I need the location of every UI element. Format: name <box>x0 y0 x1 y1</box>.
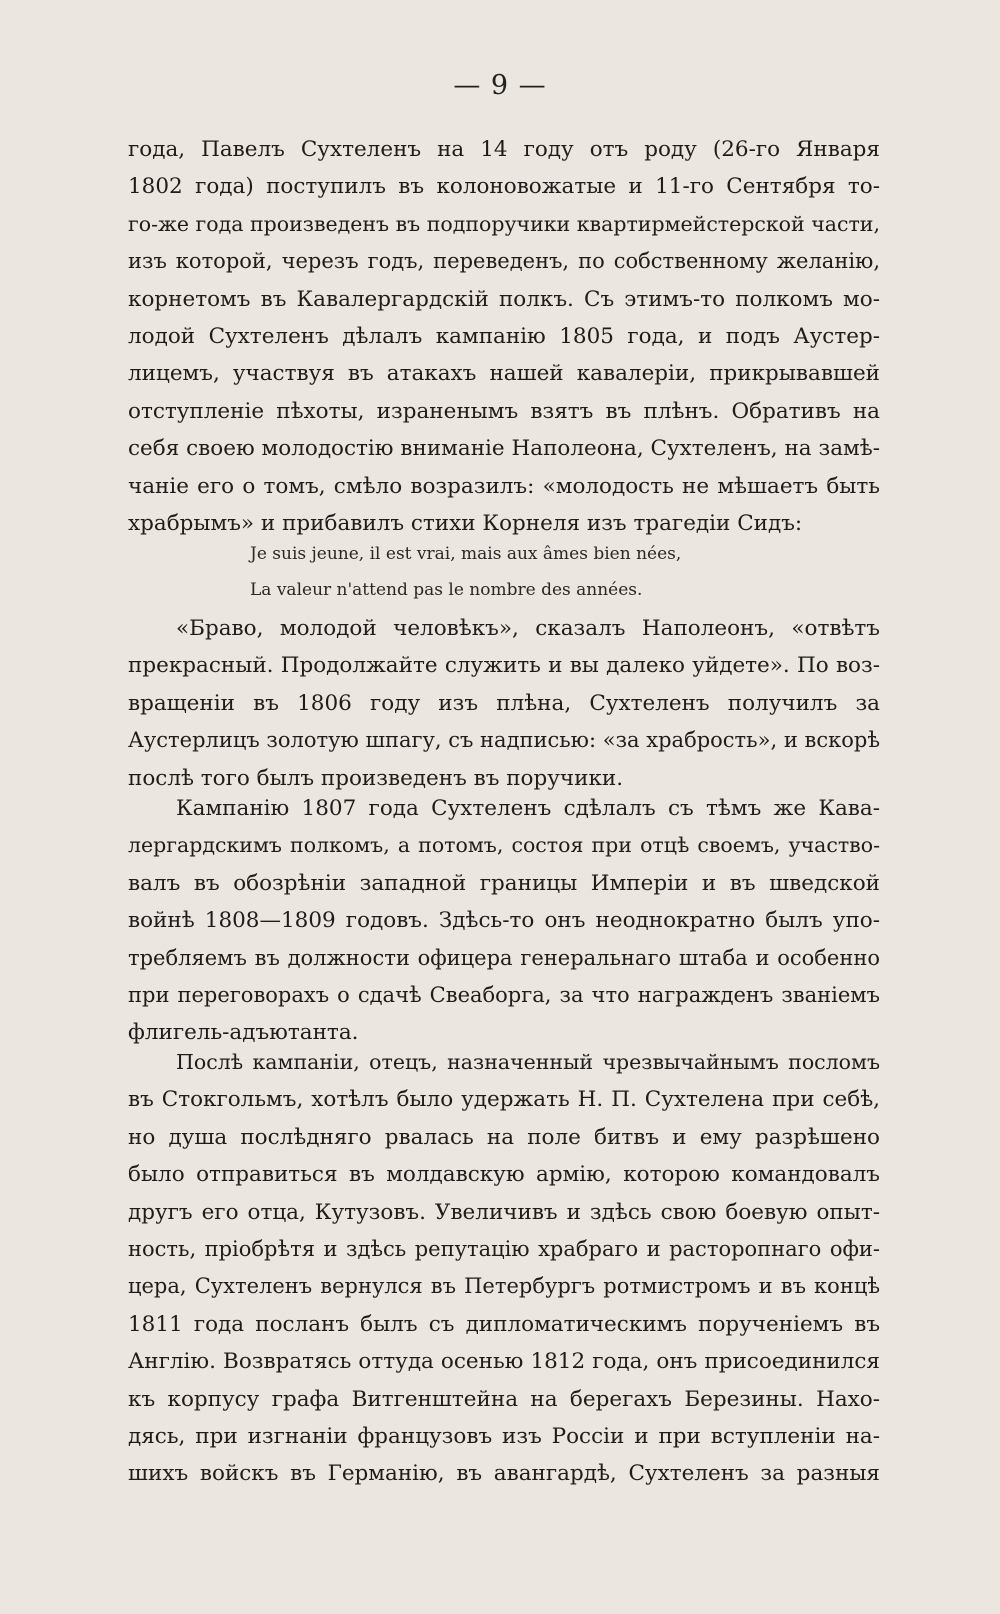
text-line: 1802 года) поступилъ въ колоновожатые и 11-го Сентября то- <box>128 174 880 200</box>
text-line: къ корпусу графа Витгенштейна на берегахъ Березины. Нахо- <box>128 1386 880 1412</box>
text-line: войнѣ 1808—1809 годовъ. Здѣсь-то онъ неоднократно былъ упо- <box>128 908 880 934</box>
text-line: въ Стокгольмъ, хотѣлъ было удержать Н. П. Сухтелена при себѣ, <box>128 1087 880 1113</box>
text-line: го-же года произведенъ въ подпоручики квартирмейстерской части, <box>128 211 880 236</box>
text-line: валъ въ обозрѣніи западной границы Имперіи и въ шведской <box>128 870 880 896</box>
text-line: другъ его отца, Кутузовъ. Увеличивъ и здѣсь свою боевую опыт- <box>128 1199 880 1225</box>
text-line: дясь, при изгнаніи французовъ изъ Россіи и при вступленіи на- <box>128 1423 880 1449</box>
text-line: чаніе его о томъ, смѣло возразилъ: «молодость не мѣшаетъ быть <box>128 473 880 499</box>
text-line: шихъ войскъ въ Германію, въ авангардѣ, Сухтеленъ за разныя <box>128 1461 880 1487</box>
text-line: лодой Сухтеленъ дѣлалъ кампанію 1805 года, и подъ Аустер- <box>128 323 880 349</box>
text-line: Англію. Возвратясь оттуда осенью 1812 года, онъ присоединился <box>128 1349 880 1375</box>
text-line: флигель-адъютанта. <box>128 1020 359 1046</box>
verse-quote <box>250 536 810 608</box>
text-line: Послѣ кампаніи, отецъ, назначенный чрезвычайнымъ посломъ <box>176 1050 880 1074</box>
page-number: — 9 — <box>453 70 547 101</box>
text-line: лицемъ, участвуя въ атакахъ нашей кавалеріи, прикрывавшей <box>128 361 880 387</box>
text-line: было отправиться въ молдавскую армію, которою командовалъ <box>128 1162 880 1188</box>
text-line: Кампанію 1807 года Сухтеленъ сдѣлалъ съ тѣмъ же Кава- <box>176 796 880 821</box>
text-line: требляемъ въ должности офицера генеральнаго штаба и особенно <box>128 945 880 970</box>
text-line: храбрымъ» и прибавилъ стихи Корнеля изъ трагедіи Сидъ: <box>128 510 803 536</box>
paragraph-1 <box>128 131 880 542</box>
text-line: вращеніи въ 1806 году изъ плѣна, Сухтеленъ получилъ за <box>128 690 880 716</box>
verse-line: Je suis jeune, il est vrai, mais aux âmes bien nées, <box>250 544 682 564</box>
text-line: отступленіе пѣхоты, израненымъ взятъ въ плѣнъ. Обративъ на <box>128 398 880 424</box>
paragraph-3 <box>128 790 880 1052</box>
text-line: себя своею молодостію вниманіе Наполеона, Сухтеленъ, на замѣ- <box>128 436 880 462</box>
verse-line: La valeur n'attend pas le nombre des années. <box>250 580 643 600</box>
text-line: прекрасный. Продолжайте служить и вы далеко уйдете». По воз- <box>128 653 880 679</box>
text-line: лергардскимъ полкомъ, а потомъ, состоя при отцѣ своемъ, участво- <box>128 833 880 858</box>
text-line: цера, Сухтеленъ вернулся въ Петербургъ ротмистромъ и въ концѣ <box>128 1274 880 1299</box>
text-line: ность, пріобрѣтя и здѣсь репутацію храбраго и расторопнаго офи- <box>128 1236 880 1261</box>
text-line: корнетомъ въ Кавалергардскій полкъ. Съ этимъ-то полкомъ мо- <box>128 286 880 312</box>
paragraph-2 <box>128 610 880 797</box>
text-line: 1811 года посланъ былъ съ дипломатическимъ порученіемъ въ <box>128 1311 880 1337</box>
text-line: Аустерлицъ золотую шпагу, съ надписью: «за храбрость», и вскорѣ <box>128 728 880 753</box>
text-line: послѣ того былъ произведенъ въ поручики. <box>128 765 624 791</box>
text-line: изъ которой, черезъ годъ, переведенъ, по собственному желанію, <box>128 249 880 274</box>
text-line: при переговорахъ о сдачѣ Свеаборга, за что награжденъ званіемъ <box>128 982 880 1007</box>
text-line: года, Павелъ Сухтеленъ на 14 году отъ роду (26-го Января <box>128 137 880 162</box>
text-line: но душа послѣдняго рвалась на поле битвъ и ему разрѣшено <box>128 1124 880 1150</box>
text-line: «Браво, молодой человѣкъ», сказалъ Наполеонъ, «отвѣтъ <box>176 616 880 641</box>
paragraph-4 <box>128 1044 880 1493</box>
